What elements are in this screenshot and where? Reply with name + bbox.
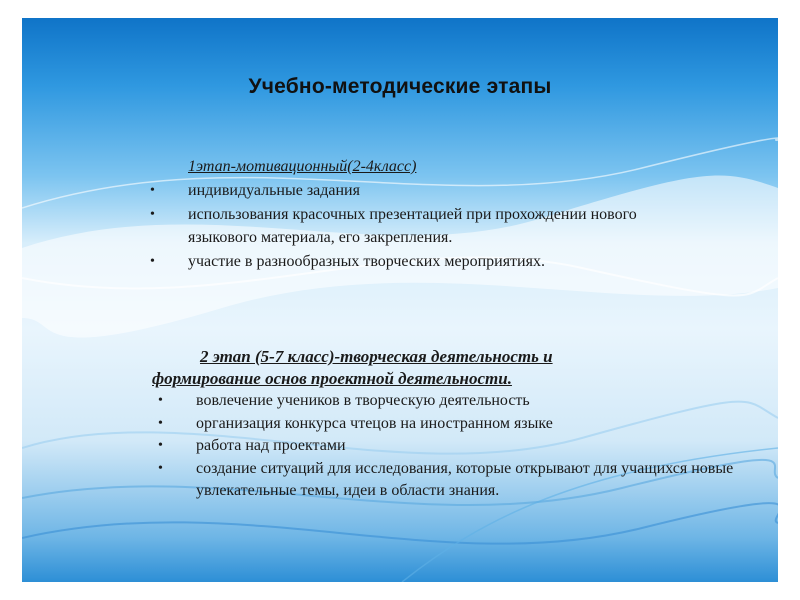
stage2-section <box>152 346 762 503</box>
list-item: • индивидуальные задания <box>148 179 708 203</box>
bullet-icon: • <box>158 415 163 431</box>
stage2-heading: 2 этап (5-7 класс)-творческая деятельность и формирование основ проектной деятельности. <box>152 347 553 388</box>
bullet-icon: • <box>150 183 155 198</box>
slide-title: Учебно-методические этапы <box>248 75 552 98</box>
list-item: • организация конкурса чтецов на иностранном языке <box>152 413 762 436</box>
bullet-icon: • <box>158 438 163 453</box>
list-item: • вовлечение учеников в творческую деятельность <box>152 390 762 413</box>
bullet-icon: • <box>150 206 155 222</box>
stage1-heading: 1этап-мотивационный(2-4класс) <box>188 158 417 175</box>
bullet-icon: • <box>158 460 163 476</box>
stage1-section <box>148 155 708 273</box>
list-item: • создание ситуаций для исследования, которые открывают для учащихся новые увлекательные темы, идеи в области знания. <box>158 459 734 499</box>
stage2-list <box>152 390 762 503</box>
bullet-icon: • <box>158 393 163 408</box>
list-item: • работа над проектами <box>152 435 762 458</box>
list-item: • использования красочных презентацией при прохождении нового языкового материала, его закрепления. <box>148 203 708 250</box>
bullet-icon: • <box>150 253 155 269</box>
stage1-list <box>148 179 708 273</box>
list-item: • участие в разнообразных творческих мероприятиях. <box>148 250 708 274</box>
